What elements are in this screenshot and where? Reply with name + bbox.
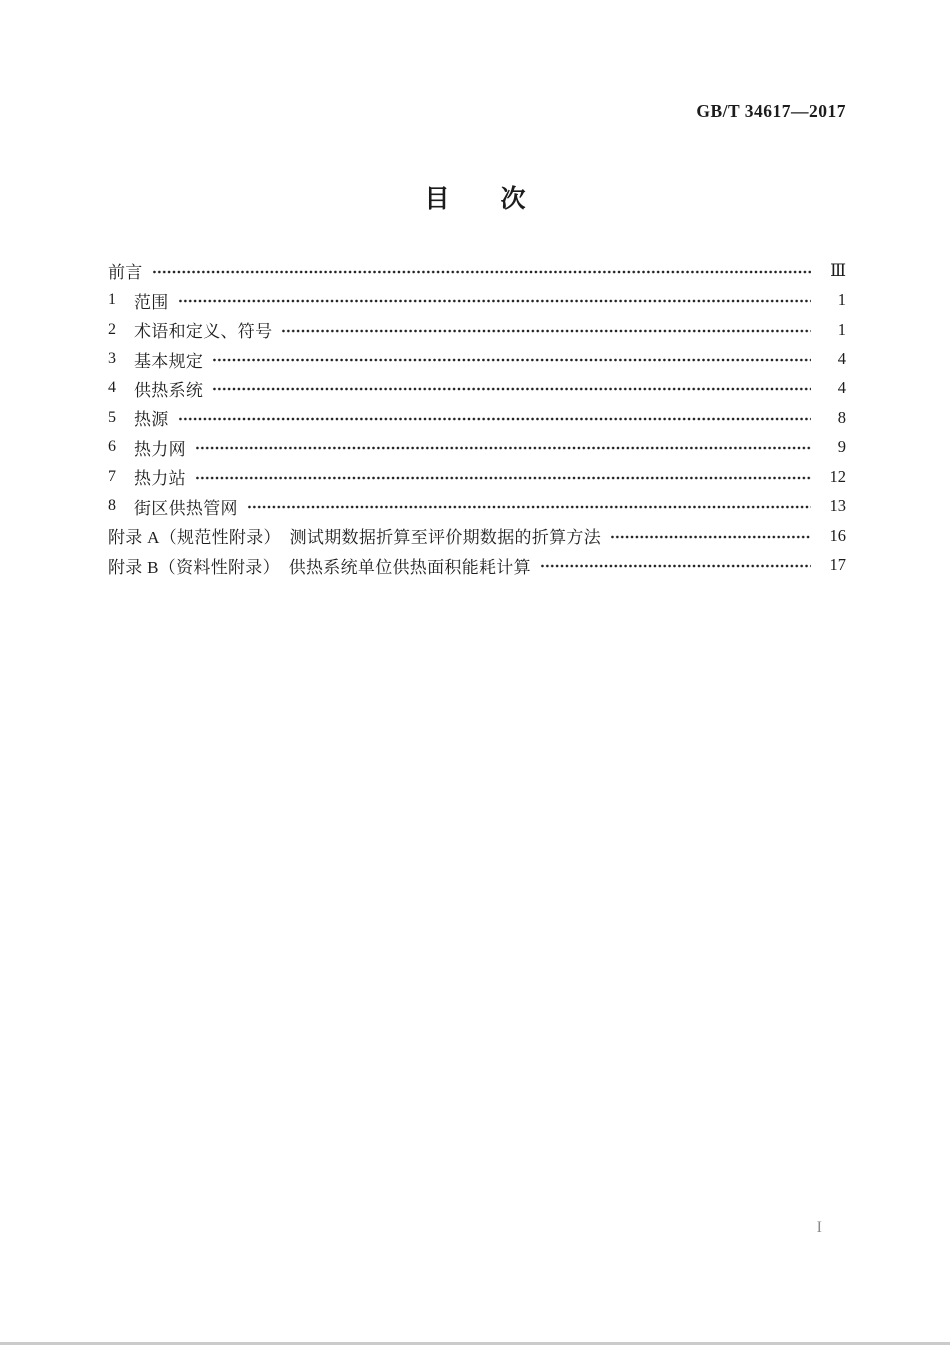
toc-entry bbox=[108, 256, 846, 285]
toc-entry-number: 1 bbox=[108, 291, 116, 309]
toc-entry bbox=[108, 403, 846, 432]
dot-leader bbox=[178, 299, 811, 303]
toc-entry-label: 热力站 bbox=[134, 469, 186, 489]
toc-entry-page: 13 bbox=[829, 496, 846, 516]
toc-entry-number: 5 bbox=[108, 408, 116, 426]
dot-leader bbox=[610, 535, 811, 539]
toc-entry-label: 附录 A（规范性附录） 测试期数据折算至评价期数据的折算方法 bbox=[108, 528, 602, 548]
toc-entry-label: 前言 bbox=[108, 263, 143, 283]
toc-entry-number: 8 bbox=[108, 497, 116, 515]
standard-code: GB/T 34617—2017 bbox=[696, 101, 846, 121]
toc-entry-number: 4 bbox=[108, 379, 116, 397]
table-of-contents bbox=[108, 256, 846, 580]
toc-entry-page: Ⅲ bbox=[830, 260, 846, 280]
toc-entry-number: 3 bbox=[108, 350, 116, 368]
dot-leader bbox=[195, 476, 811, 480]
toc-entry-label: 街区供热管网 bbox=[134, 498, 238, 518]
dot-leader bbox=[178, 417, 811, 421]
toc-entry-label: 热力网 bbox=[134, 439, 186, 459]
toc-entry-page: 8 bbox=[837, 407, 846, 427]
dot-leader bbox=[540, 564, 811, 568]
dot-leader bbox=[152, 270, 811, 274]
toc-entry bbox=[108, 433, 846, 462]
toc-entry-page: 17 bbox=[829, 555, 846, 575]
toc-entry-page: 12 bbox=[829, 466, 846, 486]
toc-entry-label: 供热系统 bbox=[134, 380, 204, 400]
toc-entry-page: 1 bbox=[837, 290, 846, 310]
toc-entry-label: 基本规定 bbox=[134, 351, 204, 371]
toc-entry bbox=[108, 492, 846, 521]
page-title: 目 次 bbox=[424, 186, 539, 213]
toc-entry-page: 1 bbox=[837, 319, 846, 339]
toc-entry bbox=[108, 374, 846, 403]
toc-entry-label: 范围 bbox=[134, 292, 169, 312]
toc-entry bbox=[108, 285, 846, 314]
toc-entry-number: 6 bbox=[108, 438, 116, 456]
toc-entry bbox=[108, 550, 846, 579]
toc-entry bbox=[108, 521, 846, 550]
toc-entry-label: 附录 B（资料性附录） 供热系统单位供热面积能耗计算 bbox=[108, 557, 531, 577]
toc-entry-number: 7 bbox=[108, 467, 116, 485]
toc-entry-page: 9 bbox=[837, 437, 846, 457]
footer-page-number: I bbox=[816, 1219, 822, 1236]
toc-entry-page: 4 bbox=[837, 378, 846, 398]
toc-entry-number: 2 bbox=[108, 320, 116, 338]
dot-leader bbox=[212, 387, 811, 391]
toc-entry bbox=[108, 315, 846, 344]
toc-entry-page: 4 bbox=[837, 349, 846, 369]
toc-entry bbox=[108, 462, 846, 491]
dot-leader bbox=[281, 329, 811, 333]
toc-entry-page: 16 bbox=[829, 525, 846, 545]
toc-entry bbox=[108, 344, 846, 373]
dot-leader bbox=[212, 358, 811, 362]
toc-entry-label: 术语和定义、符号 bbox=[134, 322, 273, 342]
toc-entry-label: 热源 bbox=[134, 410, 169, 430]
dot-leader bbox=[247, 505, 811, 509]
dot-leader bbox=[195, 446, 811, 450]
